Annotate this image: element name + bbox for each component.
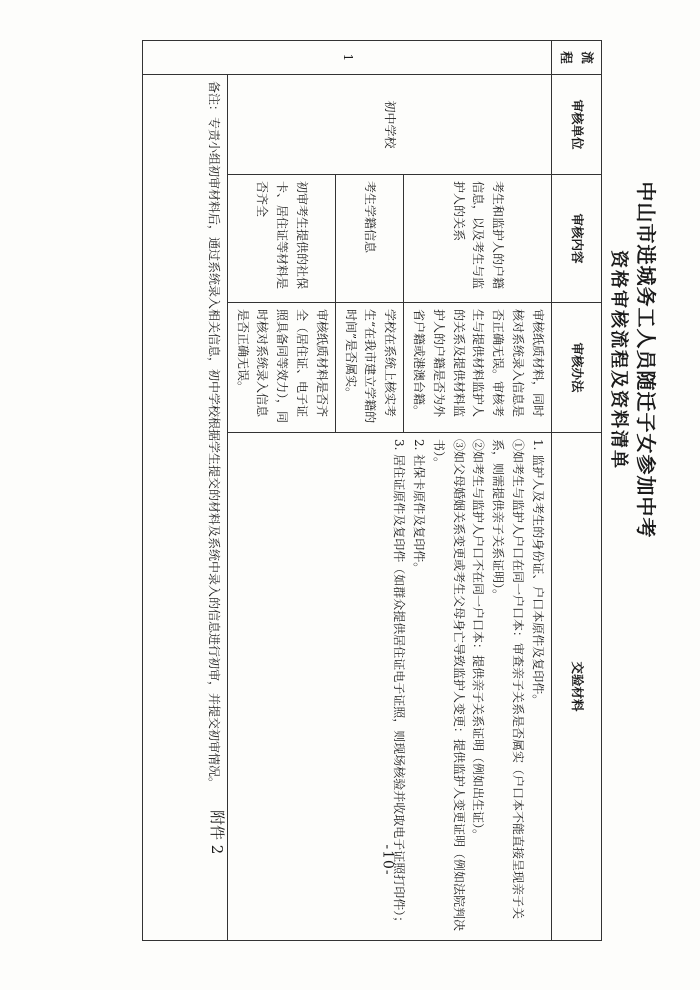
review-method: 学校在系统上核实考生“在我市建立学籍的时间”是否属实。 bbox=[335, 303, 403, 433]
rotated-page-content bbox=[120, 40, 690, 940]
review-unit: 初中学校 bbox=[227, 75, 551, 175]
materials-item: ②如考生与监护人户口不在同一户口本：提供亲子关系证明（例如出生证）。 bbox=[471, 439, 486, 842]
header-step: 流程 bbox=[551, 41, 601, 75]
page-number: -10- bbox=[379, 844, 396, 876]
review-method: 审核纸质材料是否齐全（居住证、电子证照具备同等效力），同时核对系统录入信息是否正确无误。 bbox=[227, 303, 335, 433]
review-method: 审核纸质材料，同时核对系统录入信息是否正确无误。审核考生与提供材料监护人的关系及提供材料监护人的户籍是否为外省户籍或港澳台籍。 bbox=[404, 303, 552, 433]
document-title: 中山市进城务工人员随迁子女参加中考 bbox=[634, 181, 658, 539]
header-unit: 审核单位 bbox=[551, 75, 601, 175]
review-process-table bbox=[142, 40, 602, 941]
review-content: 初审考生提供的社保卡、居住证等材料是否齐全 bbox=[227, 175, 335, 303]
materials-item: 3. 居住证原件及复印件（如群众提供居住证电子证照，则现场核验并收取电子证照打印件）； bbox=[392, 439, 407, 929]
materials-item: ①如考生与监护人户口在同一户口本：审查亲子关系是否属实（户口本不能直接呈现亲子关系，则需提供亲子关系证明）。 bbox=[491, 439, 525, 920]
header-method: 审核办法 bbox=[551, 303, 601, 433]
table-row bbox=[404, 41, 552, 941]
table-note: 备注：专责小组初审材料后，通过系统录入相关信息，初中学校根据学生提交的材料及系统中录入的信息进行初审，并提交初审情况。 bbox=[143, 75, 228, 941]
step-number: 1 bbox=[143, 41, 552, 75]
table-header-row bbox=[551, 41, 601, 941]
materials-item: ③如父母婚姻关系变更或考生父母身亡导致监护人变更：提供监护人变更证明（例如法院判决书）。 bbox=[431, 439, 466, 932]
header-content: 审核内容 bbox=[551, 175, 601, 303]
materials-item: 1. 监护人及考生的身份证、户口本原件及复印件。 bbox=[530, 439, 545, 707]
header-materials: 交验材料 bbox=[551, 433, 601, 941]
table-note-row bbox=[143, 41, 228, 941]
materials-item: 2. 社保卡原件及复印件。 bbox=[411, 439, 426, 575]
document-subtitle: 资格审核流程及资料清单 bbox=[608, 250, 629, 470]
attachment-label: 附件 2 bbox=[208, 810, 226, 855]
review-content: 考生学籍信息 bbox=[335, 175, 403, 303]
review-content: 考生和监护人的户籍信息，以及考生与监护人的关系 bbox=[404, 175, 552, 303]
